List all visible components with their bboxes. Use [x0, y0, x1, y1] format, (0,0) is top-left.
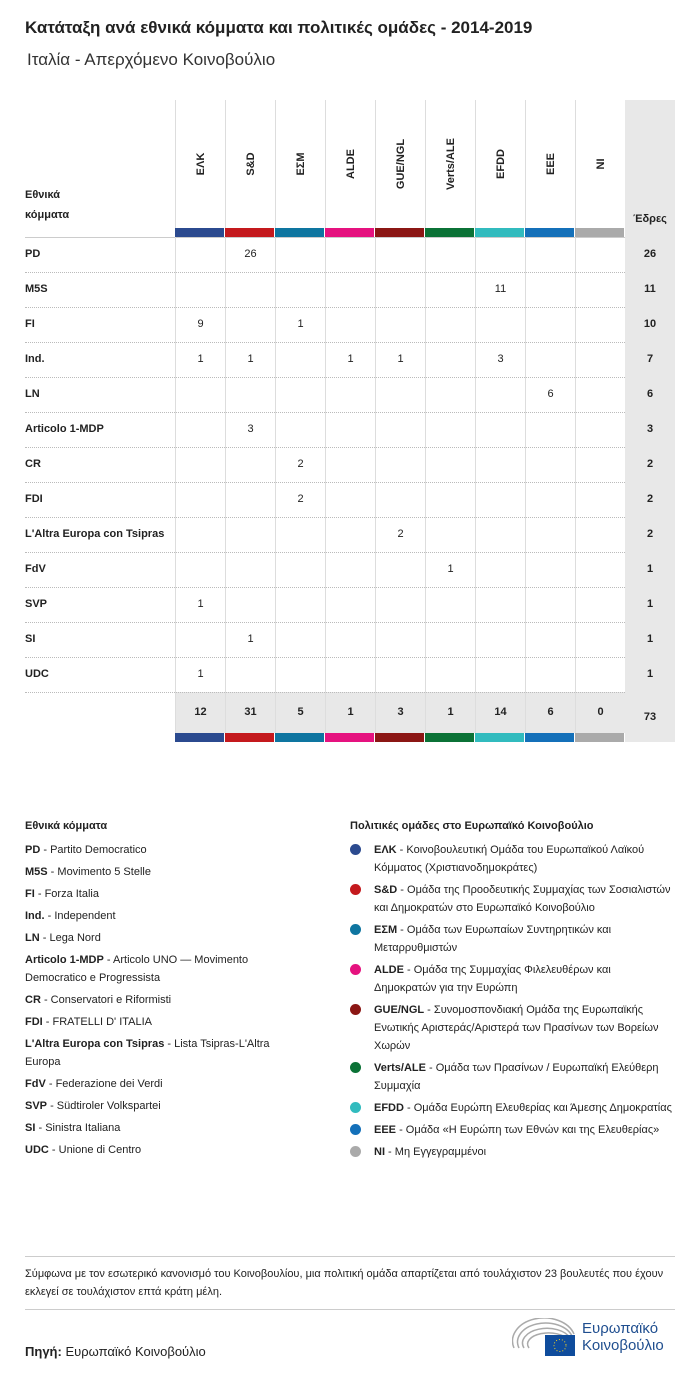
group-header	[575, 100, 626, 228]
seat-cell	[425, 657, 475, 692]
seat-cell	[575, 552, 625, 587]
group-header-label: EFDD	[495, 149, 507, 179]
legend-abbr: FI	[25, 888, 35, 900]
legend-name: Partito Democratico	[50, 844, 147, 856]
parliament-hemicycle-icon	[512, 1318, 578, 1358]
seat-cell	[175, 237, 225, 272]
group-legend	[350, 817, 675, 1165]
legend-name: Articolo UNO — Movimento Democratico e Progressista	[25, 954, 249, 984]
legend-abbr: S&D	[374, 884, 398, 896]
seat-cell	[575, 272, 625, 307]
group-color-dot	[350, 1004, 361, 1015]
seat-cell	[525, 447, 575, 482]
seat-cell	[475, 307, 525, 342]
seat-cell: 1	[325, 342, 375, 377]
legend-name: Ομάδα των Πρασίνων / Ευρωπαϊκή Ελεύθερη Συμμαχία	[374, 1062, 659, 1092]
legend-name: Ομάδα της Συμμαχίας Φιλελευθέρων και Δημοκρατών για την Ευρώπη	[374, 964, 611, 994]
legend-name: Lista Tsipras-L'Altra Europa	[25, 1038, 270, 1068]
group-header-label: ΕΛΚ	[195, 152, 207, 176]
seat-cell: 1	[175, 657, 225, 692]
legend-name: Συνομοσπονδιακή Ομάδα της Ευρωπαϊκής Ενωτικής Αριστεράς/Αριστερά των Πρασίνων των Βορείων Χωρών	[374, 1004, 659, 1052]
seat-cell	[525, 272, 575, 307]
seat-cell	[325, 587, 375, 622]
seat-cell	[325, 272, 375, 307]
group-color-bar	[225, 228, 274, 237]
seat-cell	[275, 272, 325, 307]
party-total: 1	[625, 657, 675, 692]
group-legend-item: ALDE - Ομάδα της Συμμαχίας Φιλελευθέρων και Δημοκρατών για την Ευρώπη	[350, 961, 675, 997]
seat-cell	[575, 237, 625, 272]
seat-cell	[225, 307, 275, 342]
seat-cell	[575, 342, 625, 377]
group-color-dot	[350, 1062, 361, 1073]
legend-abbr: PD	[25, 844, 41, 856]
group-color-bar	[575, 228, 624, 237]
party-total: 1	[625, 552, 675, 587]
seat-cell: 2	[375, 517, 425, 552]
party-legend-item: LN - Lega Nord	[25, 932, 101, 944]
seat-cell	[175, 412, 225, 447]
group-color-bar-bottom	[525, 733, 574, 742]
seat-cell: 3	[225, 412, 275, 447]
party-label: SVP	[25, 598, 48, 610]
group-header-label: ALDE	[345, 149, 357, 179]
seat-cell	[475, 657, 525, 692]
group-total: 3	[375, 692, 425, 733]
legend-name: FRATELLI D' ITALIA	[52, 1016, 153, 1028]
ep-logo	[512, 1318, 664, 1363]
group-total: 31	[225, 692, 275, 733]
group-header-label: Verts/ALE	[445, 138, 457, 190]
party-total: 3	[625, 412, 675, 447]
group-color-bar-bottom	[375, 733, 424, 742]
party-total: 1	[625, 587, 675, 622]
group-header-label: GUE/NGL	[395, 138, 407, 190]
group-color-bar-bottom	[425, 733, 474, 742]
logo-text: Ευρωπαϊκό Κοινοβούλιο	[582, 1320, 664, 1354]
legend-abbr: SI	[25, 1122, 36, 1134]
legend-abbr: EFDD	[374, 1102, 404, 1114]
party-total: 10	[625, 307, 675, 342]
group-header-label: NI	[595, 158, 607, 170]
group-legend-item: ΕΣΜ - Ομάδα των Ευρωπαίων Συντηρητικών και Μεταρρυθμιστών	[350, 921, 675, 957]
seat-cell: 1	[225, 622, 275, 657]
legend-name: Κοινοβουλευτική Ομάδα του Ευρωπαϊκού Λαϊκού Κόμματος (Χριστιανοδημοκράτες)	[374, 844, 645, 874]
seat-cell	[275, 377, 325, 412]
group-color-bar-bottom	[325, 733, 374, 742]
group-legend-item: S&D - Ομάδα της Προοδευτικής Συμμαχίας των Σοσιαλιστών και Δημοκρατών στο Ευρωπαϊκό Κοινοβούλιο	[350, 881, 675, 917]
seat-cell	[475, 587, 525, 622]
group-legend-title: Πολιτικές ομάδες στο Ευρωπαϊκό Κοινοβούλιο	[350, 820, 594, 832]
seat-cell: 26	[225, 237, 275, 272]
group-legend-item: Verts/ALE - Ομάδα των Πρασίνων / Ευρωπαϊκή Ελεύθερη Συμμαχία	[350, 1059, 675, 1095]
legend-name: Movimento 5 Stelle	[57, 866, 151, 878]
seat-cell	[525, 237, 575, 272]
party-legend-item: Ind. - Independent	[25, 910, 116, 922]
seat-cell	[375, 237, 425, 272]
seat-cell	[575, 622, 625, 657]
legend-abbr: CR	[25, 994, 41, 1006]
legend-name: Forza Italia	[44, 888, 99, 900]
party-total: 2	[625, 482, 675, 517]
group-header	[325, 100, 376, 228]
seat-cell	[525, 412, 575, 447]
seat-cell	[525, 517, 575, 552]
group-color-bar	[375, 228, 424, 237]
legend-abbr: ΕΛΚ	[374, 844, 397, 856]
seat-cell: 1	[375, 342, 425, 377]
seat-cell	[325, 552, 375, 587]
seat-cell	[225, 552, 275, 587]
legend-abbr: M5S	[25, 866, 48, 878]
group-color-bar	[175, 228, 224, 237]
group-header-label: EEE	[545, 152, 557, 176]
legend-name: Independent	[54, 910, 116, 922]
legend-name: Unione di Centro	[58, 1144, 142, 1156]
seat-cell	[425, 482, 475, 517]
group-color-bar	[475, 228, 524, 237]
legend-abbr: Verts/ALE	[374, 1062, 426, 1074]
group-header	[525, 100, 576, 228]
party-label: FI	[25, 318, 35, 330]
seat-cell	[475, 552, 525, 587]
seat-cell	[325, 447, 375, 482]
legend-name: Ομάδα Ευρώπη Ελευθερίας και Άμεσης Δημοκρατίας	[413, 1102, 672, 1114]
group-legend-item: GUE/NGL - Συνομοσπονδιακή Ομάδα της Ευρωπαϊκής Ενωτικής Αριστεράς/Αριστερά των Πρασίνων των Βορείων Χωρών	[350, 1001, 675, 1055]
seat-cell	[325, 412, 375, 447]
seat-cell	[175, 272, 225, 307]
group-header	[375, 100, 426, 228]
party-label: FDI	[25, 493, 43, 505]
seat-cell	[525, 482, 575, 517]
group-color-bar-bottom	[275, 733, 324, 742]
group-color-bar	[425, 228, 474, 237]
party-legend-item: SVP - Südtiroler Volkspartei	[25, 1100, 161, 1112]
legend-abbr: L'Altra Europa con Tsipras	[25, 1038, 165, 1050]
seat-cell: 6	[525, 377, 575, 412]
page-subtitle: Ιταλία - Απερχόμενο Κοινοβούλιο	[27, 50, 276, 69]
seat-cell: 2	[275, 447, 325, 482]
party-total: 1	[625, 622, 675, 657]
group-total: 12	[175, 692, 225, 733]
seat-cell	[375, 447, 425, 482]
group-color-dot	[350, 924, 361, 935]
seat-cell	[475, 447, 525, 482]
seat-cell	[525, 552, 575, 587]
legend-abbr: FDI	[25, 1016, 43, 1028]
seat-cell	[175, 377, 225, 412]
legend-abbr: Articolo 1-MDP	[25, 954, 104, 966]
grand-total: 73	[625, 692, 675, 742]
party-label: UDC	[25, 668, 49, 680]
seat-cell	[325, 517, 375, 552]
seat-cell	[575, 482, 625, 517]
seat-cell	[425, 237, 475, 272]
seat-cell	[375, 622, 425, 657]
seat-cell	[575, 307, 625, 342]
party-legend-item: L'Altra Europa con Tsipras - Lista Tsipras-L'Altra Europa	[25, 1038, 270, 1068]
legend-name: Sinistra Italiana	[45, 1122, 121, 1134]
party-total: 7	[625, 342, 675, 377]
seat-cell	[175, 517, 225, 552]
seat-cell	[425, 517, 475, 552]
seat-cell	[275, 552, 325, 587]
legend-abbr: EEE	[374, 1124, 397, 1136]
seat-cell	[425, 622, 475, 657]
seat-cell	[375, 307, 425, 342]
seat-cell	[425, 412, 475, 447]
party-total: 11	[625, 272, 675, 307]
legend-abbr: Ind.	[25, 910, 45, 922]
seat-cell	[375, 482, 425, 517]
seat-cell	[375, 552, 425, 587]
seat-cell: 3	[475, 342, 525, 377]
legend-name: Ομάδα της Προοδευτικής Συμμαχίας των Σοσιαλιστών και Δημοκρατών στο Ευρωπαϊκό Κοινοβούλιο	[374, 884, 671, 914]
seat-cell	[375, 657, 425, 692]
seat-cell	[575, 447, 625, 482]
party-label: L'Altra Europa con Tsipras	[25, 528, 165, 540]
seat-cell	[275, 622, 325, 657]
seat-cell	[375, 377, 425, 412]
party-legend-item: Articolo 1-MDP - Articolo UNO — Movimento Democratico e Progressista	[25, 954, 249, 984]
seat-cell	[375, 587, 425, 622]
group-total: 6	[525, 692, 575, 733]
seat-cell	[425, 307, 475, 342]
group-total: 0	[575, 692, 625, 733]
legend-abbr: FdV	[25, 1078, 46, 1090]
seat-cell	[175, 447, 225, 482]
seat-cell	[475, 412, 525, 447]
group-color-bar-bottom	[225, 733, 274, 742]
group-color-bar-bottom	[175, 733, 224, 742]
seat-cell: 2	[275, 482, 325, 517]
seat-cell	[575, 517, 625, 552]
seat-cell	[225, 517, 275, 552]
group-color-bar-bottom	[575, 733, 624, 742]
seat-cell	[525, 657, 575, 692]
legend-abbr: NI	[374, 1146, 385, 1158]
party-label: LN	[25, 388, 40, 400]
group-header	[475, 100, 526, 228]
group-total: 1	[425, 692, 475, 733]
seat-cell: 1	[175, 342, 225, 377]
group-color-dot	[350, 884, 361, 895]
group-color-bar	[325, 228, 374, 237]
party-legend-item: FDI - FRATELLI D' ITALIA	[25, 1016, 153, 1028]
seat-cell	[225, 377, 275, 412]
seat-cell	[325, 307, 375, 342]
party-label: Ind.	[25, 353, 45, 365]
seat-cell	[425, 377, 475, 412]
legend-name: Südtiroler Volkspartei	[56, 1100, 161, 1112]
group-color-bar	[275, 228, 324, 237]
footnote: Σύμφωνα με τον εσωτερικό κανονισμό του Κοινοβουλίου, μια πολιτική ομάδα απαρτίζεται από τουλάχιστον 23 βουλευτές που έχουν εκλεγεί σε τουλάχιστον επτά κράτη μέλη.	[25, 1256, 675, 1310]
page-title: Κατάταξη ανά εθνικά κόμματα και πολιτικές ομάδες - 2014-2019	[25, 18, 533, 37]
group-header	[275, 100, 326, 228]
party-legend-title: Εθνικά κόμματα	[25, 820, 108, 832]
seat-cell	[575, 657, 625, 692]
party-label: Articolo 1-MDP	[25, 423, 104, 435]
group-legend-item: EEE - Ομάδα «Η Ευρώπη των Εθνών και της Ελευθερίας»	[350, 1121, 675, 1139]
legend-abbr: ALDE	[374, 964, 404, 976]
group-color-bar-bottom	[475, 733, 524, 742]
party-legend-item: M5S - Movimento 5 Stelle	[25, 866, 151, 878]
source-value: Ευρωπαϊκό Κοινοβούλιο	[65, 1344, 206, 1359]
seat-cell: 1	[225, 342, 275, 377]
seat-cell	[525, 307, 575, 342]
seat-cell	[325, 377, 375, 412]
group-total: 14	[475, 692, 525, 733]
legend-name: Federazione dei Verdi	[55, 1078, 163, 1090]
seat-cell	[275, 587, 325, 622]
party-label: CR	[25, 458, 41, 470]
group-legend-item: ΕΛΚ - Κοινοβουλευτική Ομάδα του Ευρωπαϊκού Λαϊκού Κόμματος (Χριστιανοδημοκράτες)	[350, 841, 675, 877]
seat-cell: 1	[425, 552, 475, 587]
seat-cell	[325, 622, 375, 657]
seat-cell	[425, 272, 475, 307]
party-label: PD	[25, 248, 41, 260]
group-header-label: ΕΣΜ	[295, 152, 307, 176]
seat-cell	[475, 622, 525, 657]
legend-abbr: ΕΣΜ	[374, 924, 398, 936]
seat-cell	[225, 272, 275, 307]
group-color-dot	[350, 1124, 361, 1135]
legend-abbr: UDC	[25, 1144, 49, 1156]
group-total: 5	[275, 692, 325, 733]
seat-cell	[275, 517, 325, 552]
group-total: 1	[325, 692, 375, 733]
party-legend-item: PD - Partito Democratico	[25, 844, 147, 856]
seat-cell	[575, 377, 625, 412]
group-header	[175, 100, 226, 228]
party-legend-item: UDC - Unione di Centro	[25, 1144, 142, 1156]
seat-cell	[525, 342, 575, 377]
source-label: Πηγή:	[25, 1344, 62, 1359]
party-legend	[25, 817, 295, 1163]
legend-name: Lega Nord	[49, 932, 101, 944]
seat-cell	[225, 447, 275, 482]
legend-abbr: LN	[25, 932, 40, 944]
seat-cell	[175, 552, 225, 587]
group-color-bar	[525, 228, 574, 237]
party-total: 2	[625, 517, 675, 552]
group-color-dot	[350, 964, 361, 975]
seat-cell	[375, 412, 425, 447]
group-legend-item: EFDD - Ομάδα Ευρώπη Ελευθερίας και Άμεσης Δημοκρατίας	[350, 1099, 675, 1117]
party-label: M5S	[25, 283, 48, 295]
seat-cell: 11	[475, 272, 525, 307]
seats-header: Έδρες	[633, 213, 667, 225]
party-legend-item: FdV - Federazione dei Verdi	[25, 1078, 163, 1090]
seat-cell	[225, 657, 275, 692]
seat-cell: 9	[175, 307, 225, 342]
seat-cell	[275, 342, 325, 377]
seat-cell: 1	[175, 587, 225, 622]
seat-cell	[175, 622, 225, 657]
party-label: FdV	[25, 563, 46, 575]
seat-cell	[575, 412, 625, 447]
legend-name: Conservatori e Riformisti	[50, 994, 172, 1006]
group-header-label: S&D	[245, 152, 257, 176]
row-header: Εθνικά κόμματα	[25, 189, 70, 221]
row-divider	[25, 692, 675, 693]
group-color-dot	[350, 1102, 361, 1113]
legend-abbr: GUE/NGL	[374, 1004, 425, 1016]
seat-cell	[525, 622, 575, 657]
seat-cell	[275, 237, 325, 272]
seat-cell	[375, 272, 425, 307]
seat-cell	[325, 482, 375, 517]
seat-cell	[225, 482, 275, 517]
legend-name: Ομάδα των Ευρωπαίων Συντηρητικών και Μεταρρυθμιστών	[374, 924, 612, 954]
legend-name: Ομάδα «Η Ευρώπη των Εθνών και της Ελευθερίας»	[405, 1124, 660, 1136]
seat-cell	[575, 587, 625, 622]
seat-cell	[425, 447, 475, 482]
seat-cell	[275, 657, 325, 692]
seat-cell	[275, 412, 325, 447]
party-label: SI	[25, 633, 36, 645]
seat-cell	[325, 237, 375, 272]
group-legend-item: NI - Μη Εγγεγραμμένοι	[350, 1143, 675, 1161]
party-total: 6	[625, 377, 675, 412]
seat-cell	[475, 237, 525, 272]
group-header	[225, 100, 276, 228]
seat-cell: 1	[275, 307, 325, 342]
seat-cell	[425, 587, 475, 622]
group-color-dot	[350, 1146, 361, 1157]
legend-abbr: SVP	[25, 1100, 48, 1112]
legend-name: Μη Εγγεγραμμένοι	[394, 1146, 487, 1158]
party-total: 26	[625, 237, 675, 272]
group-header	[425, 100, 476, 228]
source	[25, 1344, 206, 1359]
party-legend-item: CR - Conservatori e Riformisti	[25, 994, 172, 1006]
seat-cell	[475, 482, 525, 517]
seat-cell	[425, 342, 475, 377]
seat-cell	[475, 377, 525, 412]
seat-cell	[175, 482, 225, 517]
party-legend-item: FI - Forza Italia	[25, 888, 99, 900]
seat-cell	[525, 587, 575, 622]
party-legend-item: SI - Sinistra Italiana	[25, 1122, 121, 1134]
party-total: 2	[625, 447, 675, 482]
seat-cell	[475, 517, 525, 552]
seat-cell	[225, 587, 275, 622]
group-color-dot	[350, 844, 361, 855]
seat-cell	[325, 657, 375, 692]
